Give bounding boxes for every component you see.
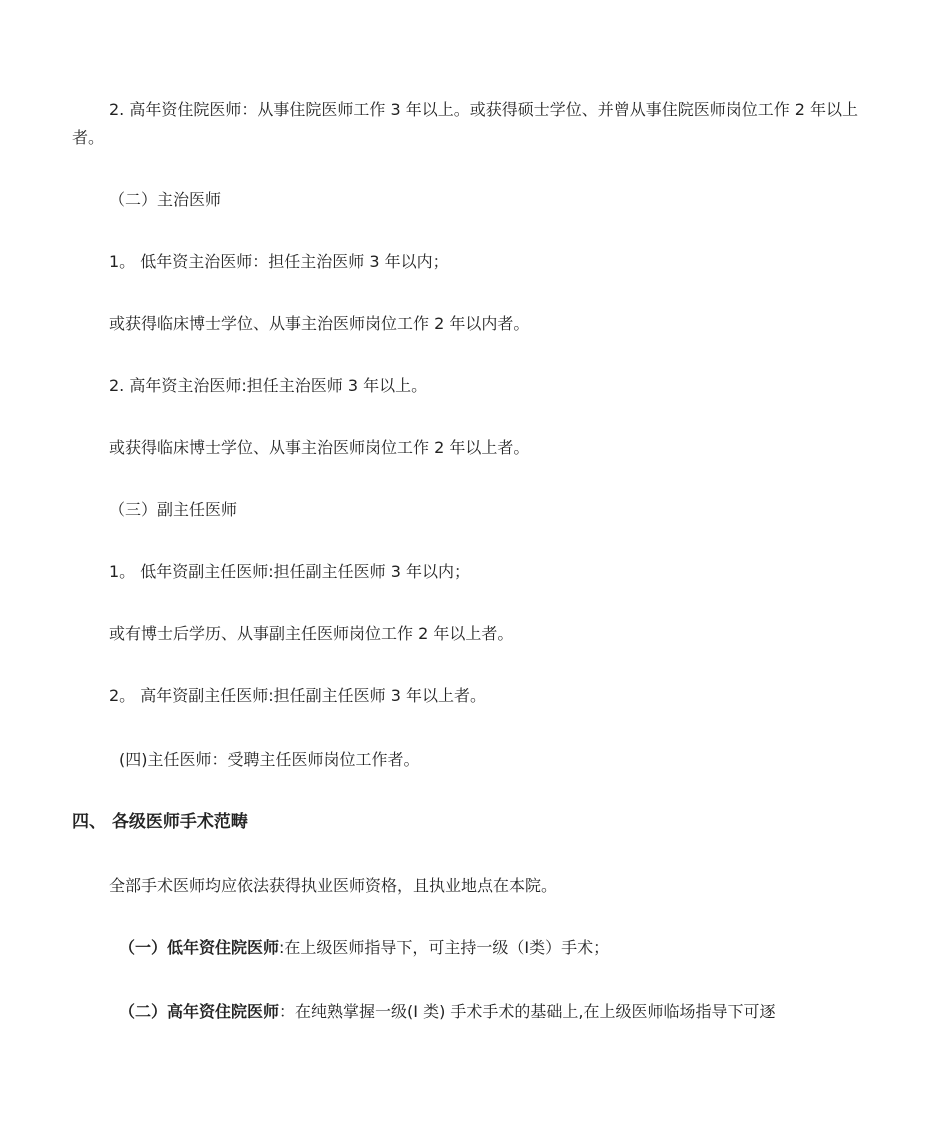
paragraph-junior-attending: 1。 低年资主治医师：担任主治医师 3 年以内； [109, 252, 449, 271]
junior-resident-label: （一）低年资住院医师 [119, 938, 280, 957]
paragraph-junior-associate-chief: 1。 低年资副主任医师:担任副主任医师 3 年以内； [109, 562, 471, 581]
paragraph-senior-resident-scope [119, 998, 775, 1026]
paragraph-junior-associate-chief-alt: 或有博士后学历、从事副主任医师岗位工作 2 年以上者。 [109, 624, 514, 643]
senior-resident-text: ：在纯熟掌握一级(Ⅰ 类) 手术手术的基础上,在上级医师临场指导下可逐 [279, 1002, 776, 1021]
senior-resident-label: （二）高年资住院医师 [119, 1002, 280, 1021]
junior-resident-text: :在上级医师指导下，可主持一级（Ⅰ类）手术； [279, 938, 610, 957]
paragraph-surgeon-qualification: 全部手术医师均应依法获得执业医师资格，且执业地点在本院。 [109, 876, 558, 895]
paragraph-junior-attending-alt: 或获得临床博士学位、从事主治医师岗位工作 2 年以内者。 [109, 314, 530, 333]
paragraph-senior-associate-chief: 2。 高年资副主任医师:担任副主任医师 3 年以上者。 [109, 686, 487, 705]
paragraph-senior-attending: 2. 高年资主治医师:担任主治医师 3 年以上。 [109, 376, 428, 395]
section-title-associate-chief: （三）副主任医师 [109, 500, 238, 519]
heading-surgery-scope: 四、 各级医师手术范畴 [72, 812, 248, 832]
paragraph-senior-attending-alt: 或获得临床博士学位、从事主治医师岗位工作 2 年以上者。 [109, 438, 530, 457]
paragraph-chief-physician: (四)主任医师：受聘主任医师岗位工作者。 [119, 750, 420, 769]
paragraph-senior-resident: 2. 高年资住院医师：从事住院医师工作 3 年以上。或获得硕士学位、并曾从事住院医师岗位工作 2 年以上者。 [72, 100, 859, 147]
section-title-attending: （二）主治医师 [109, 190, 222, 209]
paragraph-junior-resident-scope [119, 934, 609, 962]
